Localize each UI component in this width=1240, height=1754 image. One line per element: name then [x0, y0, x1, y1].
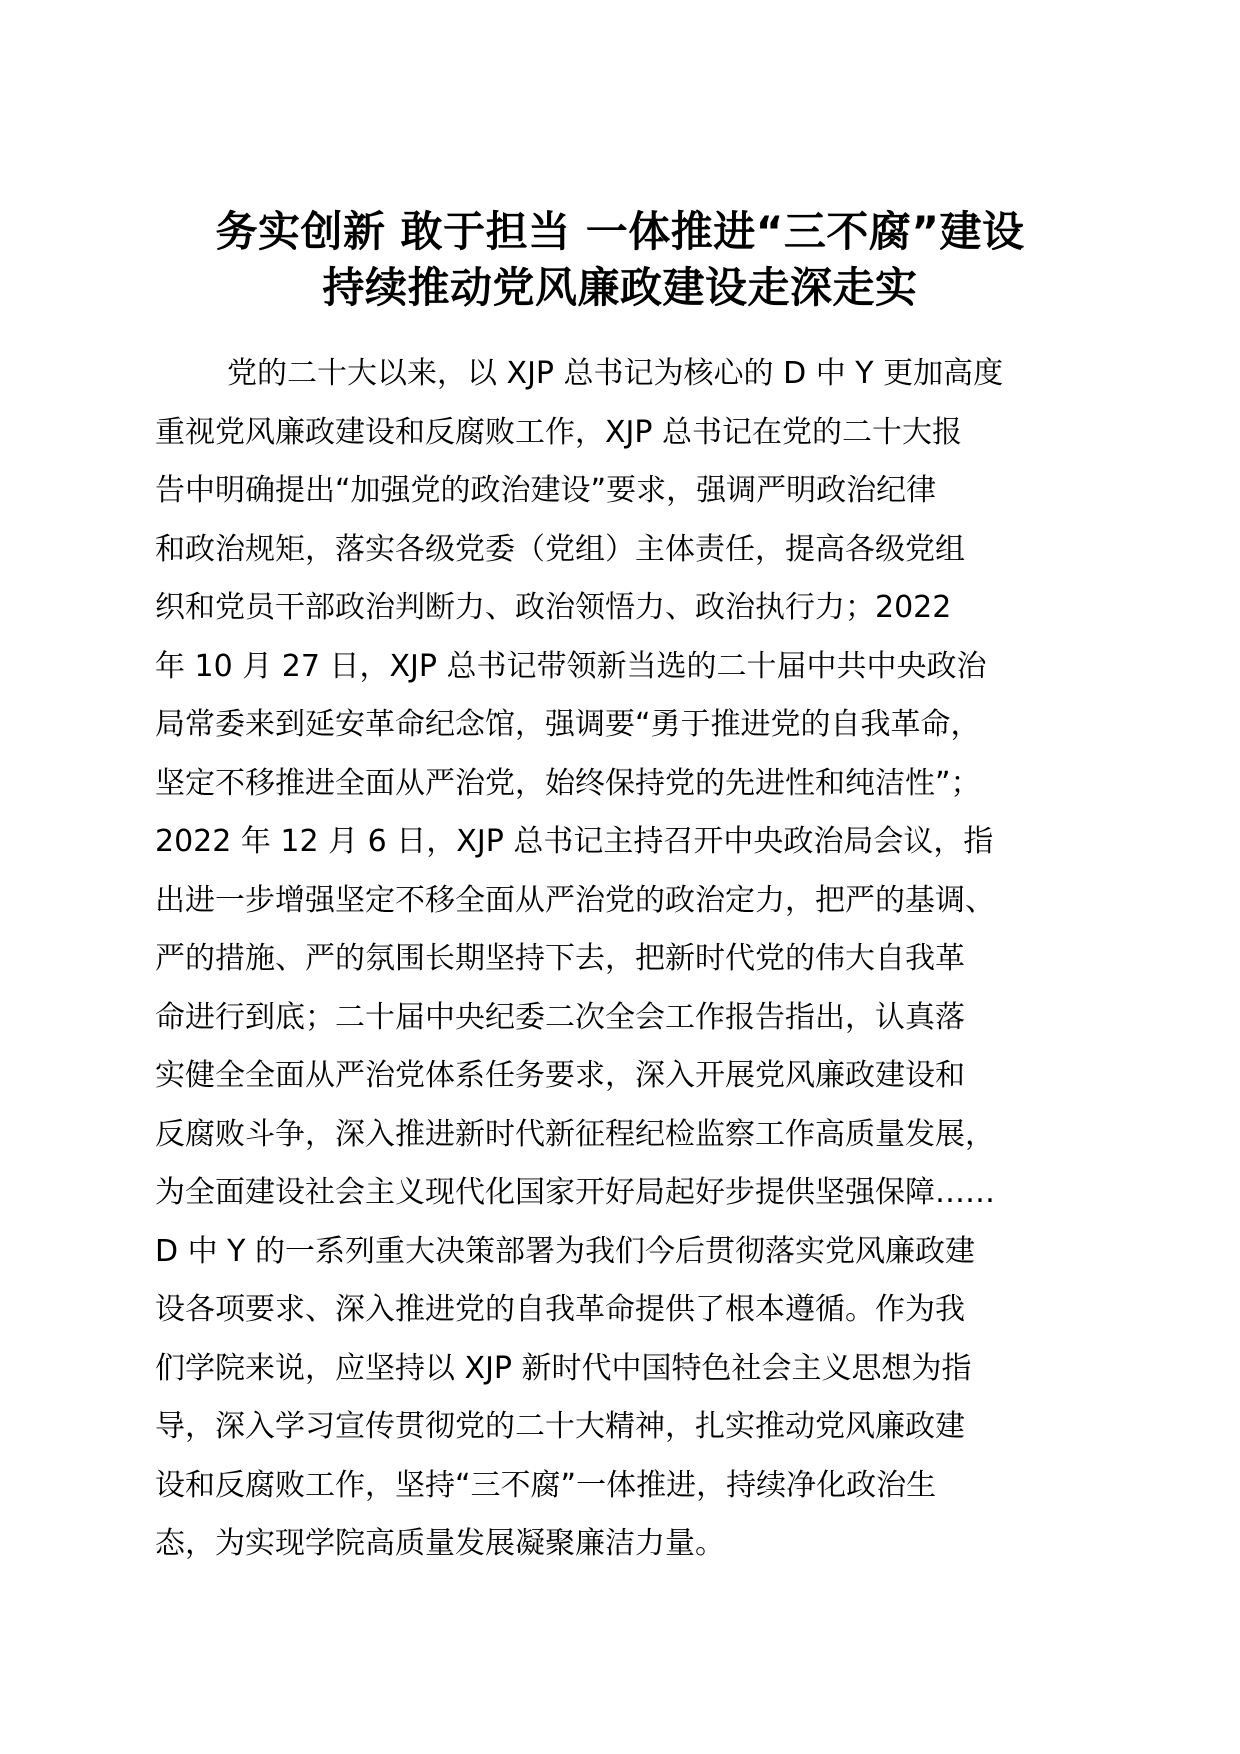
paragraph-line: 为全面建设社会主义现代化国家开好局起好步提供坚强保障…… [155, 1175, 995, 1210]
paragraph-line: 态，为实现学院高质量发展凝聚廉洁力量。 [155, 1526, 725, 1561]
paragraph-line: 2022 年 12 月 6 日，XJP 总书记主持召开中央政治局会议，指 [155, 824, 994, 859]
paragraph-line: 们学院来说，应坚持以 XJP 新时代中国特色社会主义思想为指 [155, 1350, 972, 1386]
paragraph-line: 反腐败斗争，深入推进新时代新征程纪检监察工作高质量发展， [155, 1116, 995, 1152]
paragraph-line: 设各项要求、深入推进党的自我革命提供了根本遵循。作为我 [155, 1292, 965, 1327]
paragraph-line: 设和反腐败工作，坚持“三不腐”一体推进，持续净化政治生 [155, 1467, 937, 1503]
paragraph-line: 严的措施、严的氛围长期坚持下去，把新时代党的伟大自我革 [155, 941, 965, 976]
paragraph-line: 告中明确提出“加强党的政治建设”要求，强调严明政治纪律 [155, 473, 937, 508]
paragraph-line: D 中 Y 的一系列重大决策部署为我们今后贯彻落实党风廉政建 [155, 1233, 976, 1269]
document-title [155, 204, 1085, 316]
paragraph-line: 命进行到底；二十届中央纪委二次全会工作报告指出，认真落 [155, 999, 965, 1035]
paragraph-line: 导，深入学习宣传贯彻党的二十大精神，扎实推动党风廉政建 [155, 1409, 965, 1444]
title-line-1: 务实创新 敢于担当 一体推进“三不腐”建设 [215, 207, 1025, 256]
paragraph-line: 出进一步增强坚定不移全面从严治党的政治定力，把严的基调、 [155, 882, 995, 918]
paragraph-line: 党的二十大以来，以 XJP 总书记为核心的 D 中 Y 更加高度 [227, 356, 1004, 391]
paragraph-line: 重视党风廉政建设和反腐败工作，XJP 总书记在党的二十大报 [155, 414, 963, 450]
body-paragraph [155, 345, 1085, 1574]
paragraph-line: 局常委来到延安革命纪念馆，强调要“勇于推进党的自我革命， [155, 707, 981, 742]
paragraph-line: 和政治规矩，落实各级党委（党组）主体责任，提高各级党组 [155, 531, 965, 567]
title-line-2: 持续推动党风廉政建设走深走实 [322, 263, 918, 312]
paragraph-line: 坚定不移推进全面从严治党，始终保持党的先进性和纯洁性”； [155, 765, 981, 801]
paragraph-line: 实健全全面从严治党体系任务要求，深入开展党风廉政建设和 [155, 1058, 965, 1093]
paragraph-line: 织和党员干部政治判断力、政治领悟力、政治执行力；2022 [155, 590, 952, 625]
paragraph-line: 年 10 月 27 日，XJP 总书记带领新当选的二十届中共中央政治 [155, 648, 987, 684]
